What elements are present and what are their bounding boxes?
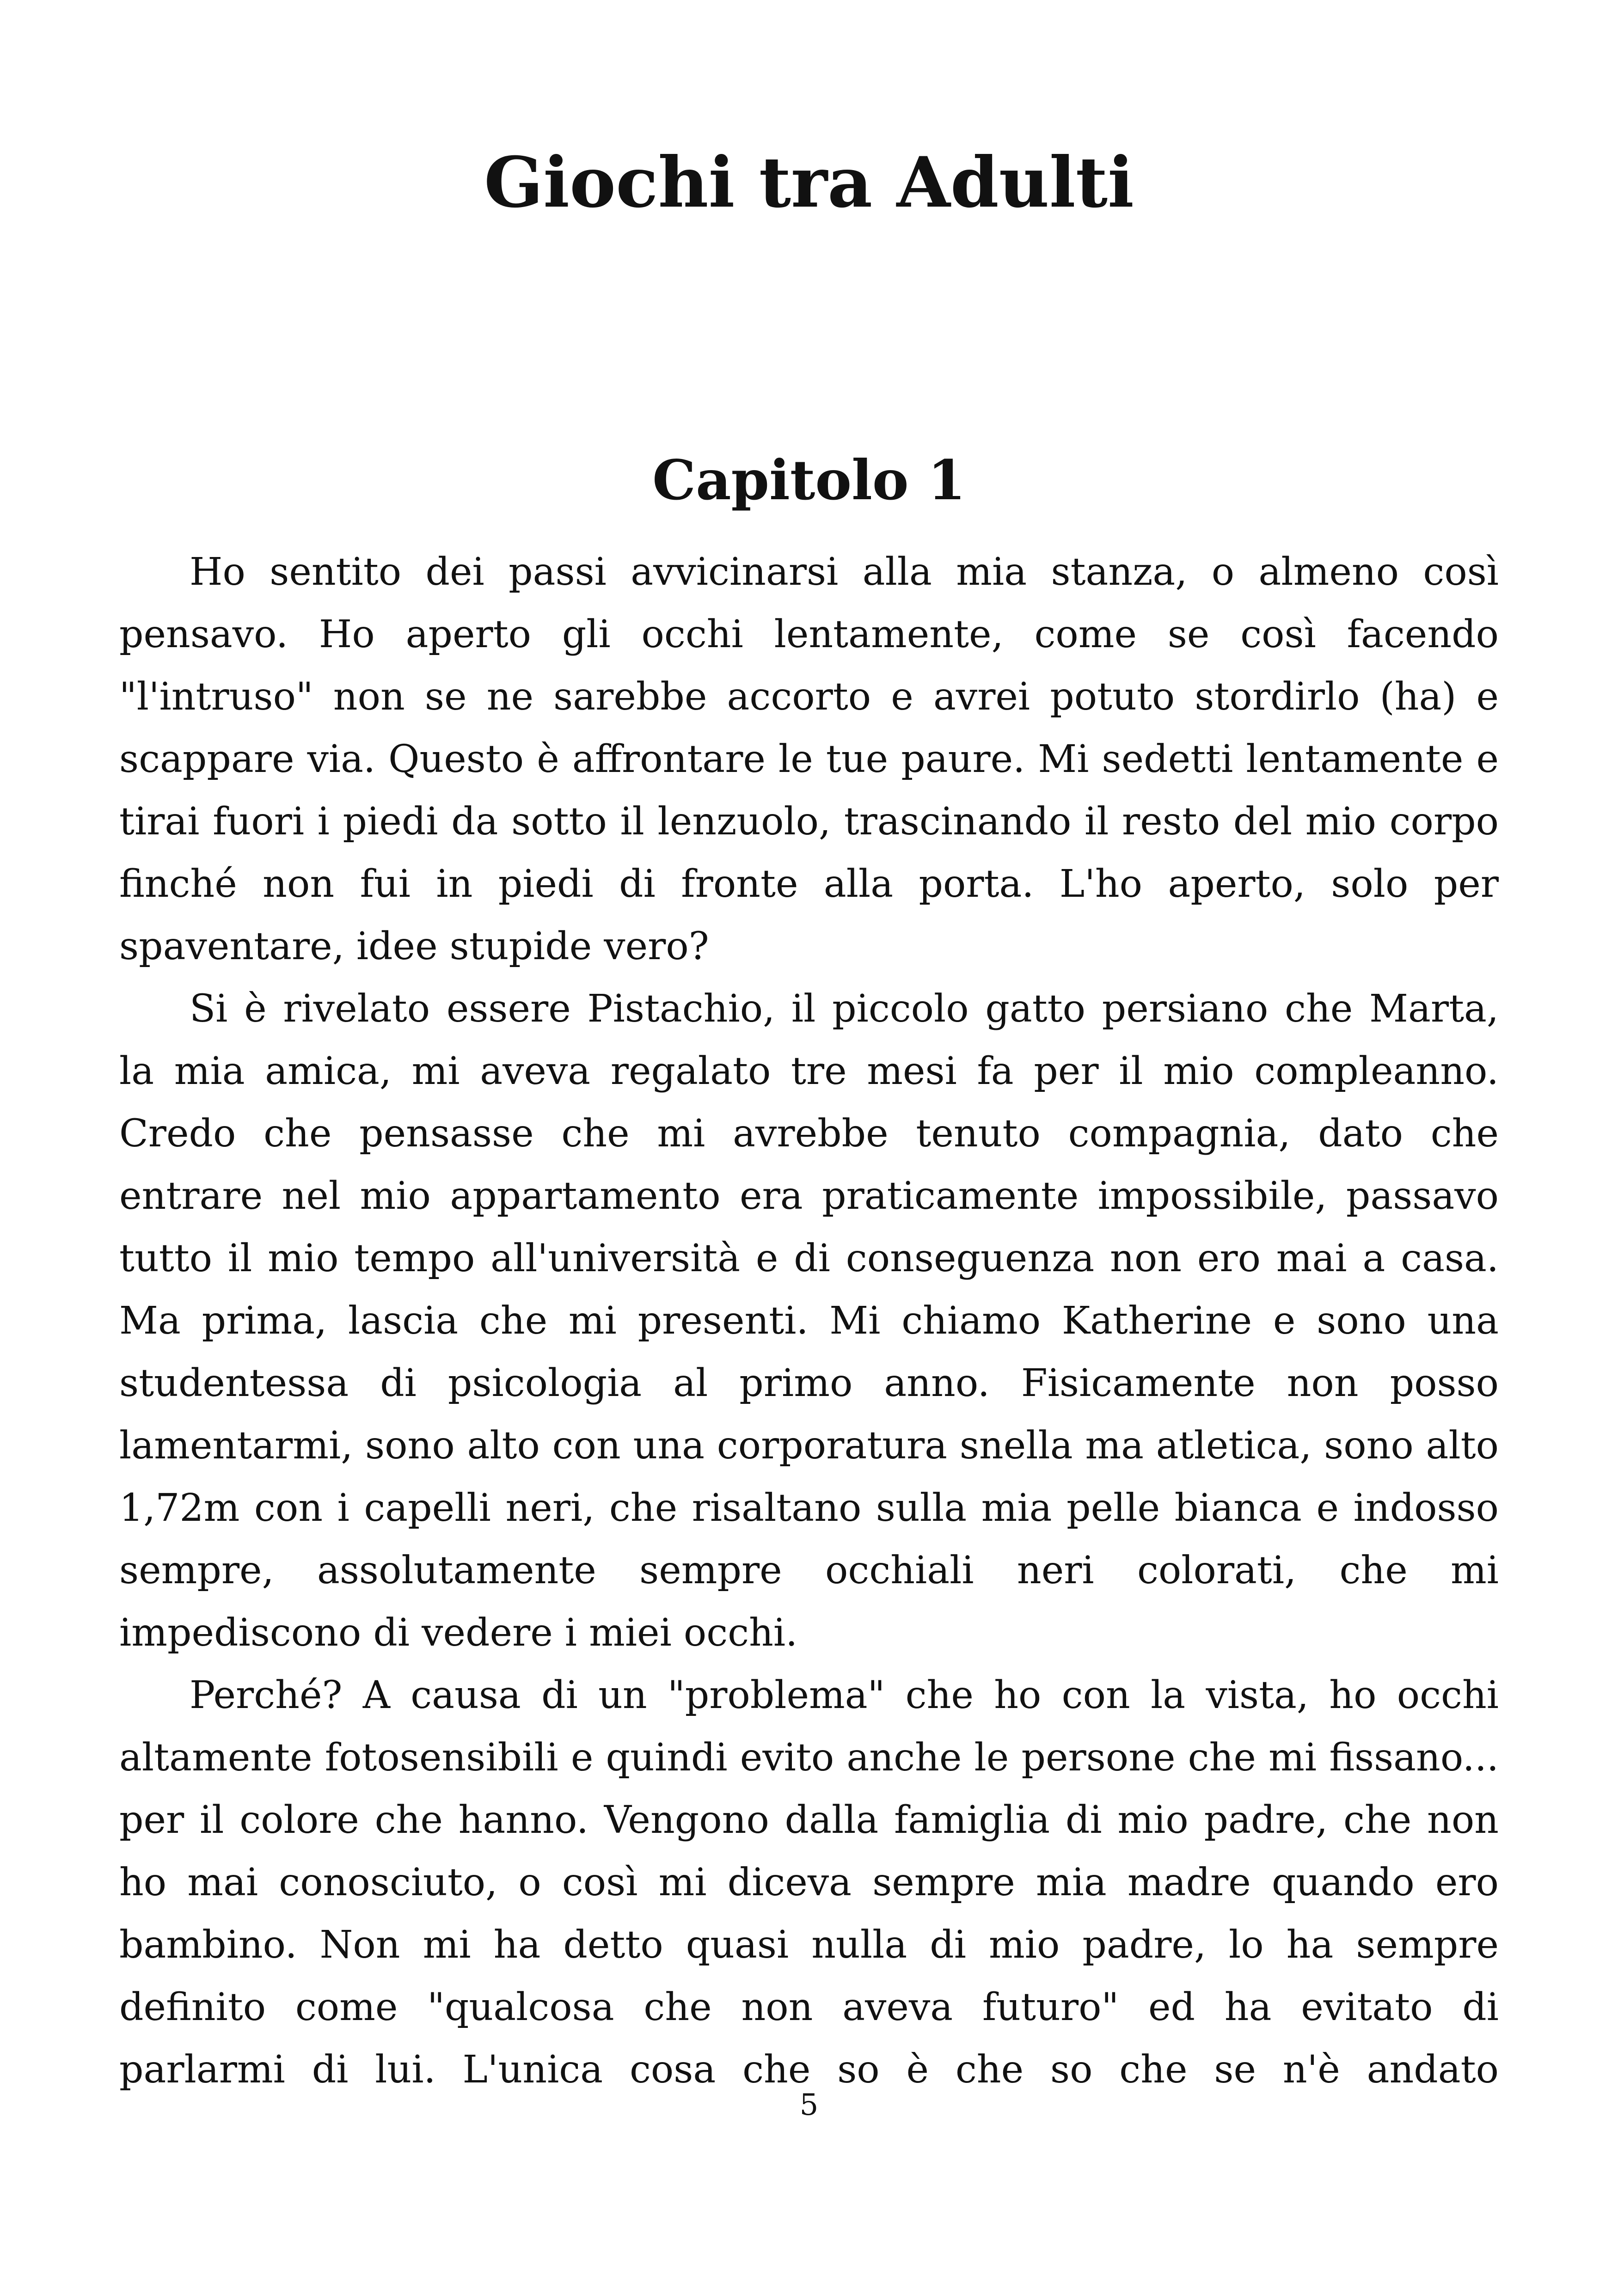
paragraph: Ho sentito dei passi avvicinarsi alla mia stanza, o almeno così pensavo. Ho aperto gli occhi lentamente, come se così facendo "l'intruso" non se ne sarebbe accorto e avrei potuto stordirlo (ha) e scappare via. Questo è affrontare le tue paure. Mi sedetti lentamente e tirai fuori i piedi da sotto il lenzuolo, trascinando il resto del mio corpo finché non fui in piedi di fronte alla porta. L'ho aperto, solo per spaventare, idee stupide vero?	[119, 550, 1499, 968]
paragraph: Si è rivelato essere Pistachio, il piccolo gatto persiano che Marta, la mia amica, mi aveva regalato tre mesi fa per il mio compleanno. Credo che pensasse che mi avrebbe tenuto compagnia, dato che entrare nel mio appartamento era praticamente impossibile, passavo tutto il mio tempo all'università e di conseguenza non ero mai a casa. Ma prima, lascia che mi presenti. Mi chiamo Katherine e sono una studentessa di psicologia al primo anno. Fisicamente non posso lamentarmi, sono alto con una corporatura snella ma atletica, sono alto 1,72m con i capelli neri, che risaltano sulla mia pelle bianca e indosso sempre, assolutamente sempre occhiali neri colorati, che mi impediscono di vedere i miei occhi.	[119, 987, 1499, 1655]
page-number: 5	[799, 2088, 819, 2122]
book-title: Giochi tra Adulti	[484, 142, 1134, 223]
chapter-title: Capitolo 1	[652, 448, 966, 512]
paragraph: Perché? A causa di un "problema" che ho con la vista, ho occhi altamente fotosensibili e quindi evito anche le persone che mi fissano... per il colore che hanno. Vengono dalla famiglia di mio padre, che non ho mai conosciuto, o così mi diceva sempre mia madre quando ero bambino. Non mi ha detto quasi nulla di mio padre, lo ha sempre definito come "qualcosa che non aveva futuro" ed ha evitato di parlarmi di lui. L'unica cosa che so è che so che se n'è andato	[119, 1673, 1499, 2092]
chapter-body	[119, 541, 1499, 2101]
